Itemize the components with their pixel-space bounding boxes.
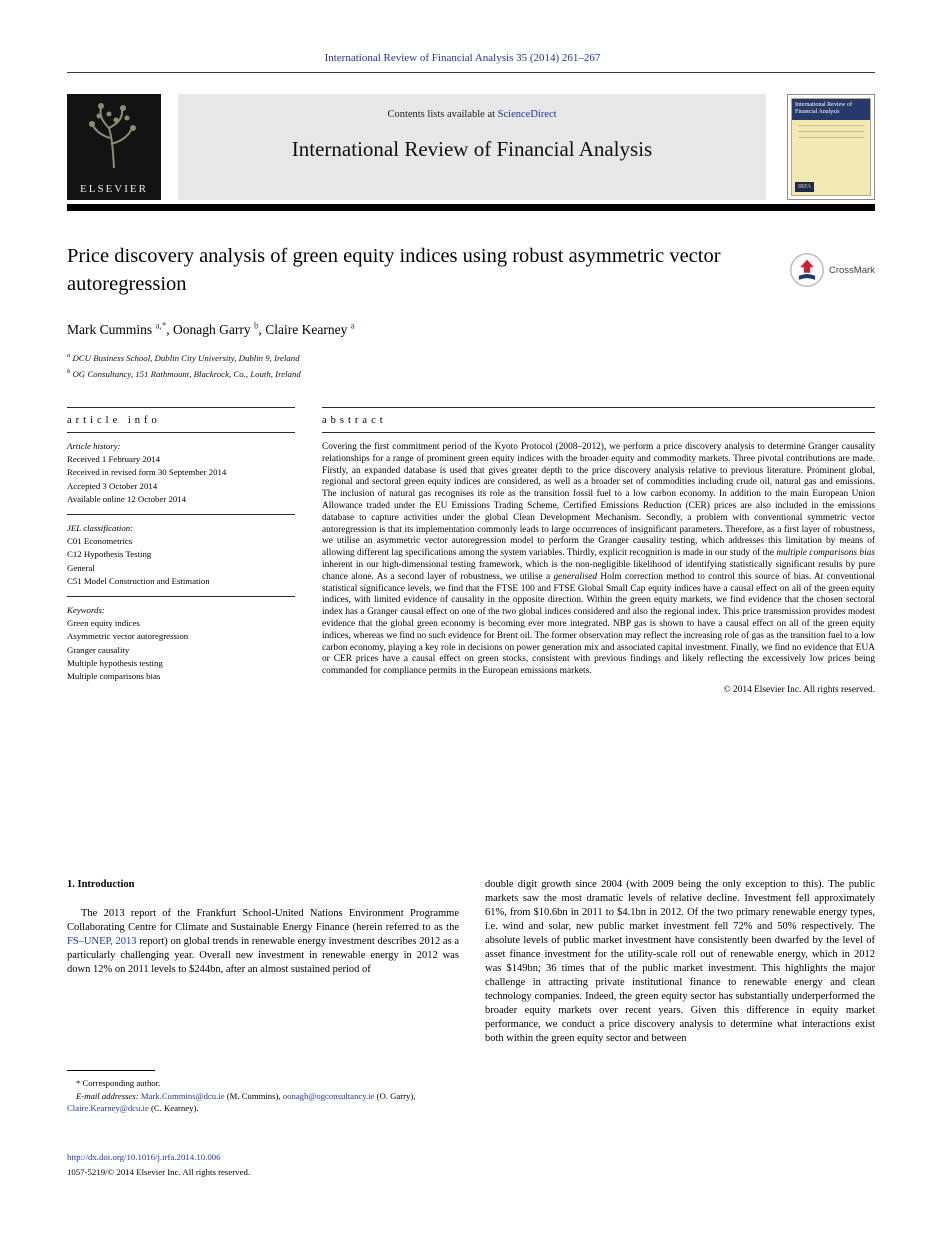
crossmark-label: CrossMark — [829, 264, 875, 276]
author: Oonagh Garry $^b$, — [173, 320, 266, 337]
jel-item: General — [67, 562, 95, 573]
footnote-rule — [67, 1070, 155, 1071]
author-affiliation-sup: b — [254, 320, 259, 330]
article-history-label: Article history: — [67, 441, 121, 451]
keyword-item: Granger causality — [67, 644, 130, 655]
header-divider — [67, 72, 875, 73]
abstract-text: Covering the first commitment period of the Kyoto Protocol (2008–2012), we perform a price discovery analysis to determine Granger causality relationships for a range of prominent green equity indices with the broader equity and commodity markets. Three pivotal contributions are made. Firstly, an expanded database is used that gives greater depth to the price discovery analysis relative to previous literature. Prominent global, regional and sectoral green equity indices are considered, as well as a broader set of commodities including crude oil, natural gas and emissions. The inclusion of natural gas recognises its role as the transition fossil fuel to a low carbon economy. In addition to the main European Union Allowance traded under the EU Emissions Trading Scheme, Certified Emissions Reduction (CER) prices are also included in the emissions database to capture activities under the global Clean Development Mechanism. Secondly, a problem with conventional symmetric vector autoregression is that its implementation commonly leads to large occurrences of insignificant parameters. Therefore, as a first layer of robustness, we utilise an asymmetric vector autoregression model to perform the Granger causality testing, which addresses this limitation by means of allowing different lag specifications among the system variables. Thirdly, explicit recognition is made in our study of the multiple comparisons bias inherent in our high-dimensional testing framework, which is the non-negligible likelihood of identifying statistically significant results by pure chance alone. As a second layer of robustness, we utilise a generalised Holm correction method to control this source of bias. At conventional statistical significance levels, we find that the FTSE 100 and FTSE Global Small Cap equity indices have a causal effect on all of the green equity indices, with limited evidence of causality in the opposite direction. Within the green equity markets, we find evidence that the chosen sectoral index has a Granger causal effect on one of the two global indices considered and also the regional index. This price transmission provides modest evidence that the global green economy is becoming ever more integrated. NBP gas is shown to have a causal effect on all of the green equity indices, whereas we find no such evidence for Brent oil. The former observation may reflect the increasing role of gas as the transition fuel to a low carbon economy, playing a key role in decisions on power generation mix and associated capital investment. Finally, we find no evidence that EUA or CER prices have a causal effect on green stocks, consistent with previous findings and likely reflecting the excessively low prices being commanded for compliance permits in the European emissions markets. — [322, 442, 875, 677]
cover-irfa-logo: IRFA — [795, 182, 814, 192]
crossmark-icon — [789, 252, 825, 288]
elsevier-wordmark: ELSEVIER — [80, 183, 148, 195]
body-left-column — [67, 878, 459, 977]
article-info-heading: article info — [67, 407, 295, 433]
journal-header — [67, 94, 875, 200]
contents-line — [178, 94, 766, 120]
info-abstract-block — [67, 407, 875, 695]
abstract-italic-phrase: generalised — [553, 571, 598, 582]
affiliation-line: $^a$ DCU Business School, Dublin City University, Dublin 9, Ireland — [67, 352, 300, 363]
sciencedirect-link[interactable]: ScienceDirect — [497, 109, 557, 120]
journal-cover-art — [791, 98, 871, 196]
email-link[interactable]: Mark.Cummins@dcu.ie — [140, 1090, 225, 1101]
imprint-block — [67, 1150, 250, 1179]
intro-paragraph: The 2013 report of the Frankfurt School-United Nations Environment Programme Collaborating Centre for Climate and Sustainable Energy Finance (herein referred to as the FS–UNEP, 2013 report) on global trends in renewable energy investment describes 2012 as a particularly challenging year. Overall new investment in renewable energy in 2012 was down 12% on 2011 levels to $244bn, after an almost sustained period of — [67, 908, 459, 975]
journal-cover-thumbnail[interactable] — [787, 94, 875, 200]
abstract-italic-phrase: multiple comparisons bias — [776, 548, 875, 559]
contents-text: Contents lists available at — [387, 109, 498, 120]
author-affiliation-sup: a,* — [155, 320, 167, 330]
section-heading-introduction: 1. Introduction — [67, 879, 135, 890]
email-link[interactable]: Claire.Kearney@dcu.ie — [67, 1103, 149, 1114]
abstract-heading: abstract — [322, 407, 875, 433]
title-divider-bar — [67, 204, 875, 211]
abstract-column — [322, 407, 875, 695]
author: Claire Kearney $^a$ — [265, 320, 355, 337]
keywords-section — [67, 597, 295, 691]
journal-title: International Review of Financial Analysis — [291, 137, 653, 161]
journal-banner — [178, 94, 766, 200]
issn-copyright-line: 1057-5219/© 2014 Elsevier Inc. All rights reserved. — [67, 1166, 251, 1177]
jel-item: C12 Hypothesis Testing — [67, 549, 152, 560]
fs-unep-citation-link[interactable]: FS–UNEP, 2013 — [67, 936, 137, 947]
jel-label: JEL classification: — [67, 523, 134, 534]
email-link[interactable]: oonagh@ogconsultancy.ie — [282, 1090, 375, 1101]
jel-item: C51 Model Construction and Estimation — [67, 575, 210, 586]
history-item: Available online 12 October 2014 — [67, 493, 187, 504]
keywords-label: Keywords: — [67, 605, 105, 616]
affiliation-line: $^b$ OG Consultancy, 151 Rathmount, Blackrock, Co., Louth, Ireland — [67, 368, 301, 380]
keyword-item: Asymmetric vector autoregression — [67, 631, 189, 642]
jel-section — [67, 515, 295, 597]
article-history-section — [67, 433, 295, 515]
elsevier-tree-icon — [79, 98, 149, 176]
email-label: E-mail addresses: — [76, 1090, 141, 1101]
corresponding-author-note: * Corresponding author. — [76, 1078, 161, 1088]
history-item: Received 1 February 2014 — [67, 454, 161, 465]
history-item: Received in revised form 30 September 2014 — [67, 467, 227, 478]
history-item: Accepted 3 October 2014 — [67, 480, 158, 491]
elsevier-logo — [67, 94, 161, 200]
body-right-column — [485, 878, 875, 1046]
keyword-item: Green equity indices — [67, 618, 140, 629]
keyword-item: Multiple comparisons bias — [67, 671, 161, 682]
crossmark-button[interactable] — [789, 252, 879, 288]
article-title: Price discovery analysis of green equity indices using robust asymmetric vector autoregression — [67, 245, 721, 295]
article-info-column — [67, 407, 295, 695]
keyword-item: Multiple hypothesis testing — [67, 657, 163, 668]
author-affiliation-sup: a — [350, 320, 355, 330]
intro-paragraph-continued: double digit growth since 2004 (with 2009 being the only exception to this). The public markets saw the most dramatic levels of relative decline. Investment fell approximately 61%, from $10.6bn in 2011 to $4.1bn in 2012. Of the two primary renewable energy types, i.e. wind and solar, new public market investment fell 72% and 50% respectively. The absolute levels of public market investment have consistently been dwarfed by the level of asset finance investment for the utility-scale roll out of renewable energy, which in 2012 was $149bn; 36 times that of the public market investment. This highlights the major challenge in attracting private institutional finance to renewable energy and clean technology companies. Indeed, the green equity sector has substantially underperformed the broader equity markets over recent years. Given this difference in equity market performance, we conduct a price discovery analysis to determine what interactions exist both within the green equity sector and between — [485, 879, 875, 1044]
journal-citation-link[interactable]: International Review of Financial Analysis 35 (2014) 261–267 — [324, 52, 601, 64]
footnote-block — [67, 1070, 459, 1115]
author-line — [67, 320, 355, 338]
jel-item: C01 Econometrics — [67, 536, 133, 547]
doi-link[interactable]: http://dx.doi.org/10.1016/j.irfa.2014.10.006 — [67, 1152, 221, 1162]
abstract-copyright: © 2014 Elsevier Inc. All rights reserved. — [723, 684, 875, 695]
author: Mark Cummins $^{a,*}$, — [67, 320, 174, 337]
email-addresses-note: E-mail addresses: Mark.Cummins@dcu.ie (M. Cummins), oonagh@ogconsultancy.ie (O. Garry), Claire.Kearney@dcu.ie (C. Kearney). — [67, 1090, 416, 1114]
cover-title: International Review of Financial Analysis — [792, 99, 870, 120]
affiliations — [67, 349, 301, 382]
